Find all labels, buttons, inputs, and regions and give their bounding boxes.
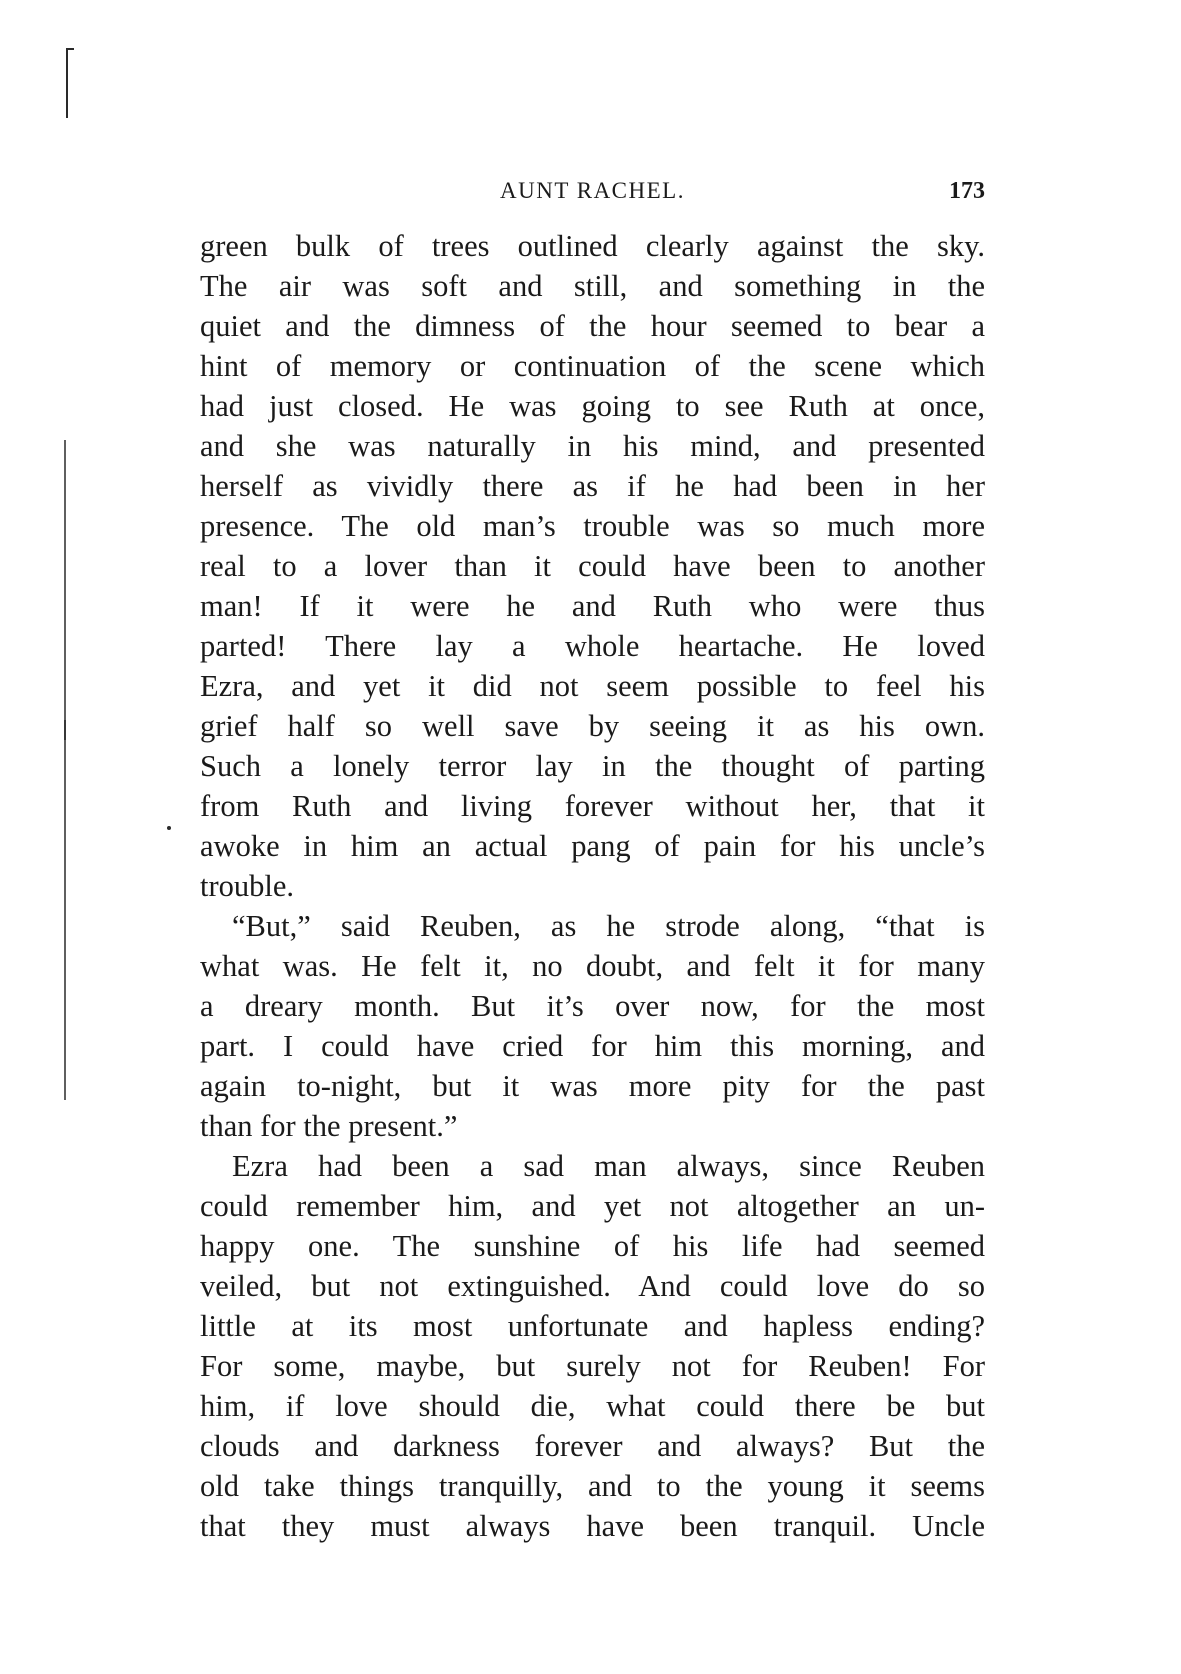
text-line: awoke in him an actual pang of pain for his uncle’s [200, 829, 985, 863]
text-line: herself as vividly there as if he had been in her [200, 469, 985, 503]
text-line: again to-night, but it was more pity for the past [200, 1069, 985, 1103]
text-line: little at its most unfortunate and hapless ending? [200, 1309, 985, 1343]
text-line: that they must always have been tranquil. Uncle [200, 1509, 985, 1543]
text-line-paragraph-start: Ezra had been a sad man always, since Reuben [232, 1149, 985, 1183]
text-line: The air was soft and still, and something in the [200, 269, 985, 303]
text-line: old take things tranquilly, and to the young it seems [200, 1469, 985, 1503]
text-line-paragraph-start: “But,” said Reuben, as he strode along, “that is [232, 909, 985, 943]
text-line: man! If it were he and Ruth who were thus [200, 589, 985, 623]
body-text [200, 226, 985, 1546]
text-line: happy one. The sunshine of his life had seemed [200, 1229, 985, 1263]
text-line: part. I could have cried for him this morning, and [200, 1029, 985, 1063]
text-line: grief half so well save by seeing it as his own. [200, 709, 985, 743]
page-header [200, 178, 985, 212]
text-line: clouds and darkness forever and always? But the [200, 1429, 985, 1463]
text-line: Such a lonely terror lay in the thought of parting [200, 749, 985, 783]
text-line: presence. The old man’s trouble was so much more [200, 509, 985, 543]
text-line: For some, maybe, but surely not for Reuben! For [200, 1349, 985, 1383]
text-line: and she was naturally in his mind, and presented [200, 429, 985, 463]
text-line: what was. He felt it, no doubt, and felt it for many [200, 949, 985, 983]
scan-edge-mark [66, 48, 68, 118]
text-line: him, if love should die, what could there be but [200, 1389, 985, 1423]
text-line: green bulk of trees outlined clearly against the sky. [200, 229, 985, 263]
text-line: a dreary month. But it’s over now, for the most [200, 989, 985, 1023]
text-line: quiet and the dimness of the hour seemed to bear a [200, 309, 985, 343]
text-line: could remember him, and yet not altogether an un- [200, 1189, 985, 1223]
text-line-paragraph-end: trouble. [200, 869, 295, 903]
text-line: real to a lover than it could have been to another [200, 549, 985, 583]
text-line: hint of memory or continuation of the scene which [200, 349, 985, 383]
text-line: from Ruth and living forever without her, that it [200, 789, 985, 823]
text-line: Ezra, and yet it did not seem possible to feel his [200, 669, 985, 703]
text-line: had just closed. He was going to see Ruth at once, [200, 389, 985, 423]
text-line-paragraph-end: than for the present.” [200, 1109, 458, 1143]
scan-edge-mark [66, 48, 74, 50]
text-line: parted! There lay a whole heartache. He loved [200, 629, 985, 663]
scan-edge-mark [64, 720, 66, 1100]
page-number: 173 [949, 178, 985, 204]
scan-dot [167, 826, 171, 830]
scan-edge-mark [64, 440, 66, 740]
text-line: veiled, but not extinguished. And could love do so [200, 1269, 985, 1303]
running-title: AUNT RACHEL. [500, 178, 685, 203]
